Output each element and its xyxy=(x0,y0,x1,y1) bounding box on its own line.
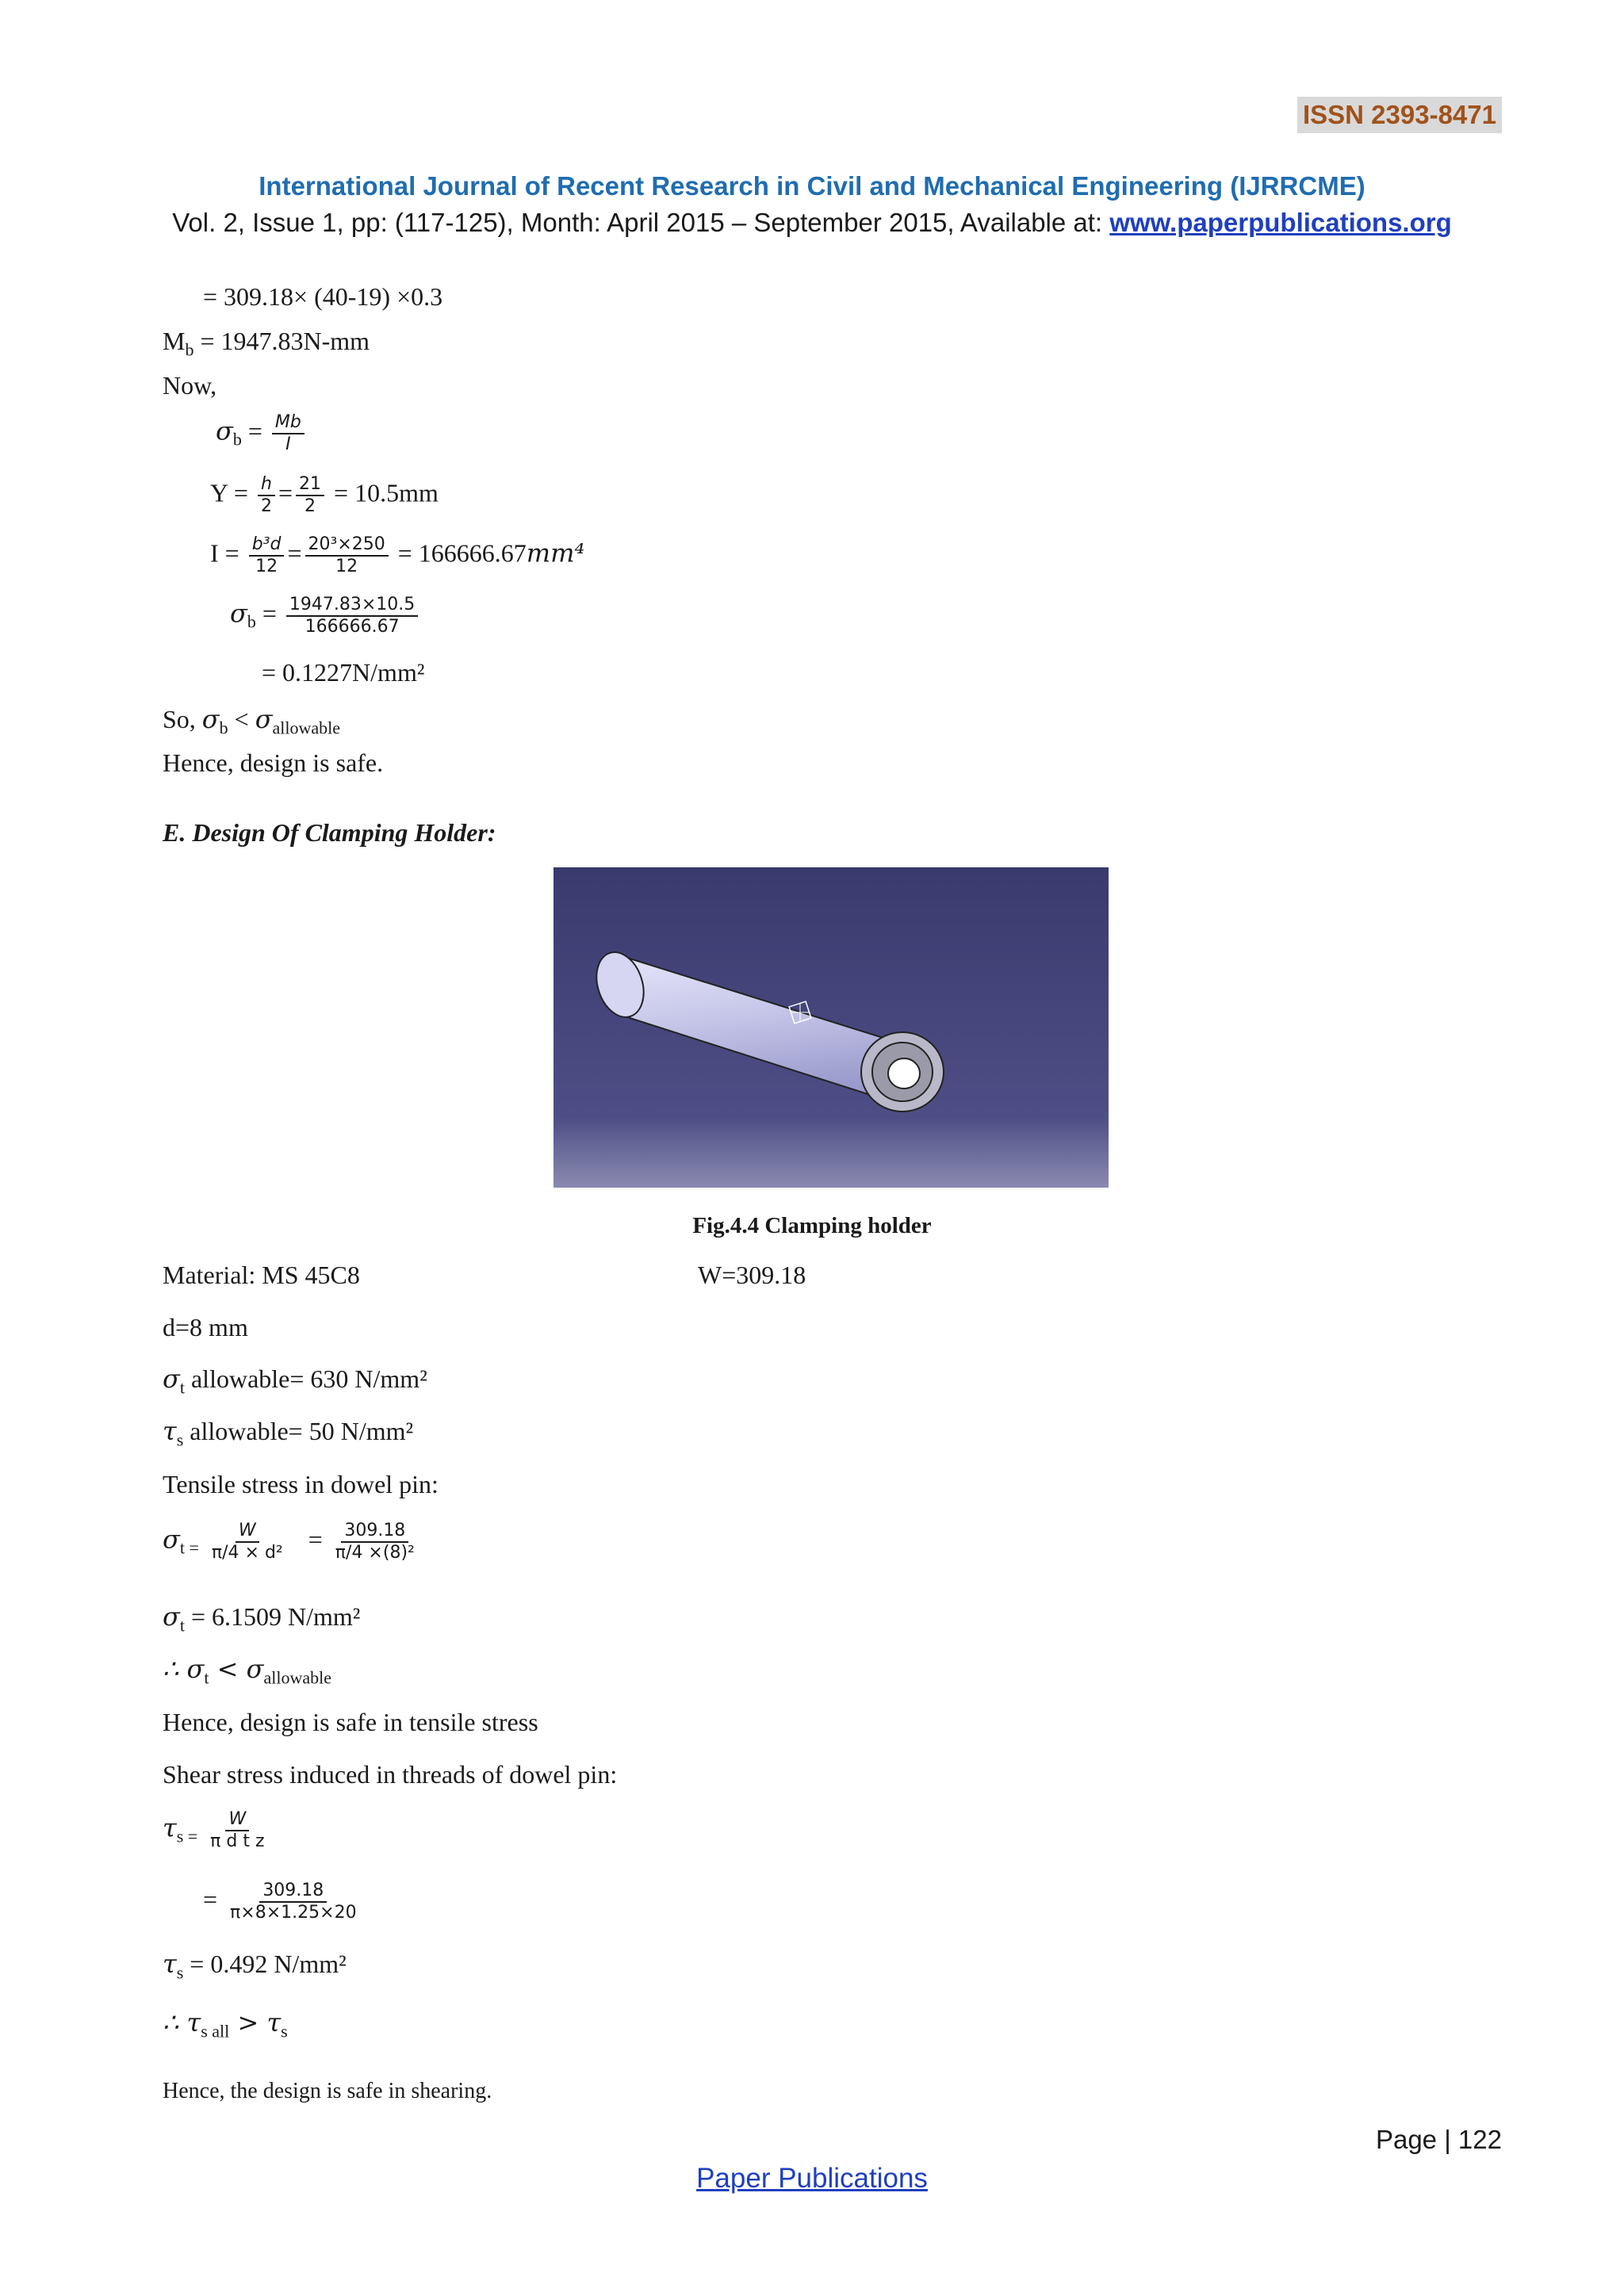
tensile-result-value: = 6.1509 N/mm² xyxy=(184,1602,361,1631)
therefore-sigma: ∴ σ xyxy=(163,1654,205,1684)
safe-statement-shear: Hence, the design is safe in shearing. xyxy=(163,2079,492,2103)
volume-text: Vol. 2, Issue 1, pp: (117-125), Month: April 2015 – September 2015, Available at: xyxy=(172,208,1110,237)
fraction-numerator: 309.18 xyxy=(341,1521,408,1543)
clamping-holder-figure xyxy=(553,867,1109,1188)
tensile-comparison xyxy=(163,1654,331,1688)
journal-title: International Journal of Recent Research in Civil and Mechanical Engineering (IJRRCME) xyxy=(259,171,1365,201)
eq-y-value: Y = $\frac{h}{2}$ = $\frac{21}{2}$ = 10.5mm xyxy=(210,474,439,516)
fraction-h-over-2 xyxy=(258,474,275,517)
eq-moment-calc: = 309.18× (40-19) ×0.3 xyxy=(203,282,443,311)
fraction-denominator: 12 xyxy=(255,557,278,576)
load-value: W=309.18 xyxy=(698,1261,806,1289)
eq-moment-of-inertia: I = $\frac{\text{b³d}}{12}$ = $\frac{\text{20³×250}}{12}$ = 166666.67mm⁴ xyxy=(210,534,585,576)
publisher-link[interactable]: Paper Publications xyxy=(696,2163,928,2194)
eq-tensile-result xyxy=(163,1601,360,1636)
tau-subscript: s xyxy=(176,1429,184,1450)
eq-sigma-b-result: = 0.1227N/mm² xyxy=(262,658,425,687)
journal-volume-line xyxy=(0,208,1624,238)
fraction-w-over-pidtz xyxy=(207,1809,267,1852)
eq-shear-formula xyxy=(163,1809,271,1852)
tensile-allowable-value: allowable= 630 N/mm² xyxy=(184,1364,427,1393)
fraction-denominator: π/4 ×(8)² xyxy=(335,1543,415,1563)
eq-tensile-stress: $\sigma_{t =}$ $\frac{W}{\text{π/4 × d²}}$ = $\frac{309.18}{\text{π/4 ×(8)²}}$ xyxy=(163,1521,421,1563)
issn-badge: ISSN 2393-8471 xyxy=(1297,97,1502,133)
eq-sigma-b-substitution: $\sigma_b$ = $\frac{1947.83\times 10.5}{166666.67}$ xyxy=(230,595,421,637)
sigma-symbol: σ xyxy=(163,1524,180,1555)
tau-symbol: τ xyxy=(163,1949,177,1979)
y-result: = 10.5mm xyxy=(334,478,439,507)
eq-shear-substitution: = $\frac{309.18}{\pi\times 8\times 1.25\times 20}$ xyxy=(203,1881,363,1923)
sigma-subscript: t = xyxy=(179,1537,199,1558)
fraction-numerator: h xyxy=(258,474,275,496)
sigma-symbol: σ xyxy=(163,1364,180,1394)
eq-shear-result xyxy=(163,1949,347,1983)
fraction-numerator: 1947.83×10.5 xyxy=(286,595,418,617)
fraction-numerator: W xyxy=(236,1521,259,1543)
fraction-numerator: 21 xyxy=(296,474,324,496)
shear-heading: Shear stress induced in threads of dowel pin: xyxy=(163,1760,618,1789)
sigma-subscript: b xyxy=(247,611,256,632)
fraction-shear-calc xyxy=(227,1881,360,1923)
sigma-symbol: σ xyxy=(163,1601,180,1632)
fraction-stress-calc xyxy=(286,595,418,637)
safe-statement-tensile: Hence, design is safe in tensile stress xyxy=(163,1708,538,1736)
tau-symbol: τ xyxy=(163,1416,177,1446)
eq-sigma-b-formula: $\sigma_b$ = $\frac{Mb}{I}$ xyxy=(216,412,308,455)
sigma-symbol: σ xyxy=(230,598,247,629)
tau-subscript: s xyxy=(176,1962,184,1983)
tau-subscript: s = xyxy=(176,1826,198,1846)
tau-subscript: s xyxy=(281,2021,288,2042)
figure-caption: Fig.4.4 Clamping holder xyxy=(692,1213,932,1238)
fraction-21-over-2 xyxy=(296,474,324,517)
sigma-symbol: σ xyxy=(255,704,273,734)
therefore-tau: ∴ τ xyxy=(163,2007,201,2038)
tensile-heading: Tensile stress in dowel pin: xyxy=(163,1470,439,1498)
fraction-denominator: 166666.67 xyxy=(304,617,400,637)
eq-mb-result xyxy=(163,327,370,360)
i-lhs: I = xyxy=(210,538,239,568)
fraction-denominator: π/4 × d² xyxy=(211,1543,283,1563)
sigma-subscript: b xyxy=(232,429,242,450)
y-lhs: Y = xyxy=(210,478,248,507)
allowable-subscript: allowable xyxy=(272,718,341,738)
fraction-denominator: 12 xyxy=(335,557,358,576)
fraction-denominator: 2 xyxy=(304,496,316,516)
shear-result-value: = 0.492 N/mm² xyxy=(183,1950,347,1978)
fraction-inertia-calc xyxy=(305,534,389,577)
tau-subscript: s all xyxy=(201,2021,230,2042)
allowable-subscript: allowable xyxy=(263,1667,332,1688)
mb-subscript: b xyxy=(185,339,194,360)
less-than-sigma: < σ xyxy=(209,1654,264,1684)
sigma-symbol: σ xyxy=(216,415,233,446)
fraction-b3d-over-12 xyxy=(249,534,285,577)
fraction-denominator: π×8×1.25×20 xyxy=(230,1903,357,1923)
diameter-value: d=8 mm xyxy=(163,1313,248,1341)
shear-comparison xyxy=(163,2007,288,2042)
tensile-allowable xyxy=(163,1364,427,1398)
journal-website-link[interactable]: www.paperpublications.org xyxy=(1109,208,1452,237)
fraction-denominator: 2 xyxy=(260,496,272,516)
sigma-symbol: σ xyxy=(201,704,220,734)
fraction-numerator: 309.18 xyxy=(259,1881,327,1903)
fraction-numerator: b³d xyxy=(249,534,285,557)
section-heading: E. Design Of Clamping Holder: xyxy=(163,818,496,847)
mb-value: = 1947.83N-mm xyxy=(193,327,370,355)
footer-publisher xyxy=(0,2163,1624,2195)
shear-allowable-value: allowable= 50 N/mm² xyxy=(183,1417,414,1445)
fraction-mb-over-i xyxy=(272,412,304,455)
sigma-subscript: t xyxy=(179,1377,185,1398)
i-unit: mm⁴ xyxy=(526,538,585,568)
fraction-denominator: π d t z xyxy=(210,1831,265,1851)
i-result: = 166666.67 xyxy=(397,538,527,568)
so-comparison xyxy=(163,704,340,738)
material-spec: Material: MS 45C8 xyxy=(163,1261,360,1289)
fraction-numerator: 20³×250 xyxy=(305,534,389,557)
sigma-subscript: b xyxy=(219,718,228,738)
fraction-numerator: Mb xyxy=(272,412,304,434)
less-than: < xyxy=(228,705,255,733)
tau-symbol: τ xyxy=(163,1812,177,1843)
sigma-subscript: t xyxy=(204,1667,209,1688)
sigma-subscript: t xyxy=(179,1615,185,1636)
fraction-w-over-area xyxy=(209,1521,286,1563)
mb-symbol: M xyxy=(163,327,186,355)
so-text: So, xyxy=(163,705,202,733)
fraction-numerator: W xyxy=(225,1809,249,1831)
fraction-tensile-calc xyxy=(332,1521,418,1563)
page-number: Page | 122 xyxy=(1375,2125,1502,2154)
fraction-denominator: I xyxy=(285,434,291,454)
now-text: Now, xyxy=(163,371,217,400)
shear-allowable xyxy=(163,1416,413,1450)
greater-than-tau: > τ xyxy=(229,2007,282,2038)
safe-statement-bending: Hence, design is safe. xyxy=(163,748,384,777)
